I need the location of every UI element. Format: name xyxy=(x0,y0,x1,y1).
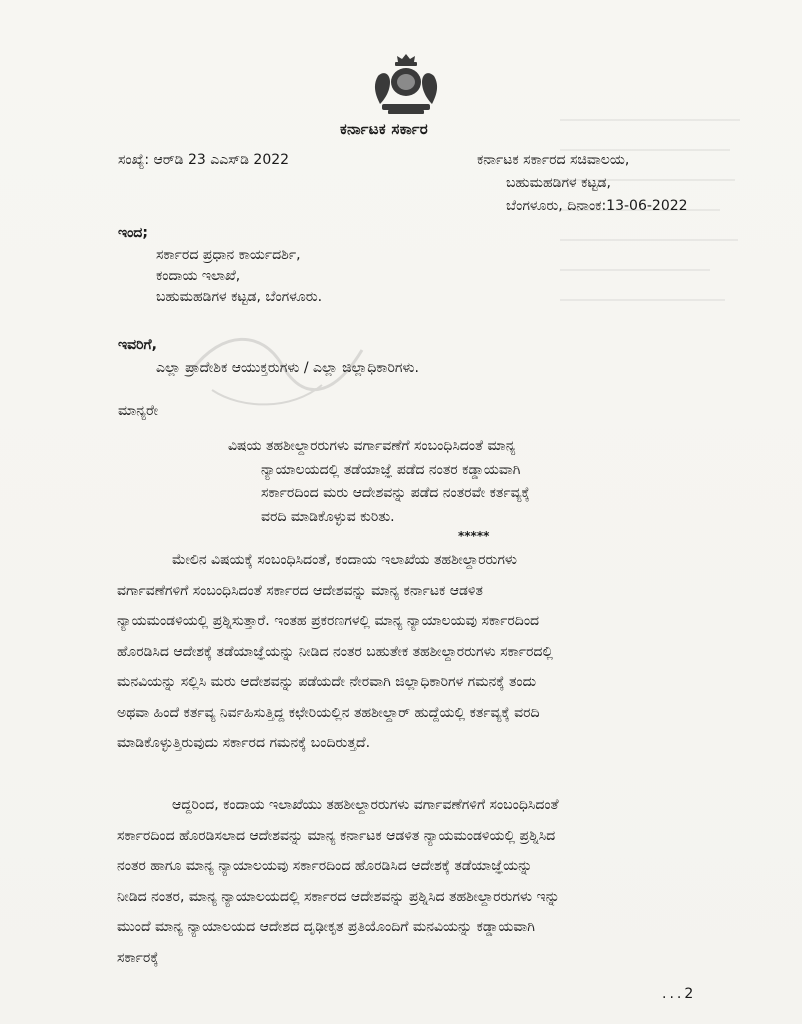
paragraph-line: ನ್ಯಾಯಮಂಡಳಿಯಲ್ಲಿ ಪ್ರಶ್ನಿಸುತ್ತಾರೆ. ಇಂತಹ ಪ್ರಕರಣಗಳಲ್ಲಿ ಮಾನ್ಯ ನ್ಯಾಯಾಲಯವು ಸರ್ಕಾರದಿಂದ xyxy=(117,613,540,629)
government-title: ಕರ್ನಾಟಕ ಸರ್ಕಾರ xyxy=(340,120,429,138)
state-emblem-icon xyxy=(368,52,444,116)
paragraph-line: ಹೊರಡಿಸಿದ ಆದೇಶಕ್ಕೆ ತಡೆಯಾಜ್ಞೆಯನ್ನು ನೀಡಿದ ನಂತರ ಬಹುತೇಕ ತಹಶೀಲ್ದಾರರುಗಳು ಸರ್ಕಾರದಲ್ಲಿ xyxy=(117,643,554,660)
paragraph-line: ಮುಂದೆ ಮಾನ್ಯ ನ್ಯಾಯಾಲಯದ ಆದೇಶದ ದೃಢೀಕೃತ ಪ್ರತಿಯೊಂದಿಗೆ ಮನವಿಯನ್ನು ಕಡ್ಡಾಯವಾಗಿ xyxy=(117,919,535,935)
subject-line: ವರದಿ ಮಾಡಿಕೊಳ್ಳುವ ಕುರಿತು. xyxy=(261,508,395,525)
subject-block xyxy=(228,435,688,529)
from-line: ಬಹುಮಹಡಿಗಳ ಕಟ್ಟಡ, ಬೆಂಗಳೂರು. xyxy=(156,289,323,305)
paragraph-line: ಮನವಿಯನ್ನು ಸಲ್ಲಿಸಿ ಮರು ಆದೇಶವನ್ನು ಪಡೆಯದೇ ನೇರವಾಗಿ ಜಿಲ್ಲಾಧಿಕಾರಿಗಳ ಗಮನಕ್ಕೆ ತಂದು xyxy=(117,674,537,690)
from-label: ಇಂದ; xyxy=(118,225,148,241)
salutation: ಮಾನ್ಯರೇ xyxy=(118,403,158,419)
office-address-line2: ಬಹುಮಹಡಿಗಳ ಕಟ್ಟಡ, xyxy=(506,175,611,191)
body-paragraph-2 xyxy=(117,790,707,973)
reference-number: ಸಂಖ್ಯೆ: ಆರ್‌ಡಿ 23 ಎಎಸ್‌ಡಿ 2022 xyxy=(118,152,290,168)
paragraph-line: ಸರ್ಕಾರಕ್ಕೆ xyxy=(117,949,159,966)
paragraph-line: ಸರ್ಕಾರದಿಂದ ಹೊರಡಿಸಲಾದ ಆದೇಶವನ್ನು ಮಾನ್ಯ ಕರ್ನಾಟಕ ಆಡಳಿತ ನ್ಯಾಯಮಂಡಳಿಯಲ್ಲಿ ಪ್ರಶ್ನಿಸಿದ xyxy=(117,827,556,844)
subject-line: ವಿಷಯ ತಹಶೀಲ್ದಾರರುಗಳು ವರ್ಗಾವಣೆಗೆ ಸಂಬಂಧಿಸಿದಂತೆ ಮಾನ್ಯ xyxy=(228,438,516,454)
paragraph-line: ಅಥವಾ ಹಿಂದೆ ಕರ್ತವ್ಯ ನಿರ್ವಹಿಸುತ್ತಿದ್ದ ಕಛೇರಿಯಲ್ಲಿನ ತಹಶೀಲ್ದಾರ್ ಹುದ್ದೆಯಲ್ಲಿ ಕರ್ತವ್ಯಕ್ಕೆ ವರದಿ xyxy=(117,704,540,721)
paragraph-line: ಆದ್ದರಿಂದ, ಕಂದಾಯ ಇಲಾಖೆಯು ತಹಶೀಲ್ದಾರರುಗಳು ವರ್ಗಾವಣೆಗಳಿಗೆ ಸಂಬಂಧಿಸಿದಂತೆ xyxy=(172,797,559,813)
paragraph-line: ನೀಡಿದ ನಂತರ, ಮಾನ್ಯ ನ್ಯಾಯಾಲಯದಲ್ಲಿ ಸರ್ಕಾರದ ಆದೇಶವನ್ನು ಪ್ರಶ್ನಿಸಿದ ತಹಶೀಲ್ದಾರರುಗಳು ಇನ್ನು xyxy=(117,888,560,905)
to-line: ಎಲ್ಲಾ ಪ್ರಾದೇಶಿಕ ಆಯುಕ್ತರುಗಳು / ಎಲ್ಲಾ ಜಿಲ್ಲಾಧಿಕಾರಿಗಳು. xyxy=(156,360,419,376)
to-label: ಇವರಿಗೆ, xyxy=(118,337,157,353)
paragraph-line: ವರ್ಗಾವಣೆಗಳಿಗೆ ಸಂಬಂಧಿಸಿದಂತೆ ಸರ್ಕಾರದ ಆದೇಶವನ್ನು ಮಾನ್ಯ ಕರ್ನಾಟಕ ಆಡಳಿತ xyxy=(117,582,483,599)
page-number: ...2 xyxy=(662,986,697,1002)
subject-line: ಸರ್ಕಾರದಿಂದ ಮರು ಆದೇಶವನ್ನು ಪಡೆದ ನಂತರವೇ ಕರ್ತವ್ಯಕ್ಕೆ xyxy=(261,485,530,501)
separator-stars: ***** xyxy=(458,529,490,543)
office-address-date: ಬೆಂಗಳೂರು, ದಿನಾಂಕ:13-06-2022 xyxy=(506,198,688,214)
from-line: ಕಂದಾಯ ಇಲಾಖೆ, xyxy=(156,268,241,284)
office-address-line1: ಕರ್ನಾಟಕ ಸರ್ಕಾರದ ಸಚಿವಾಲಯ, xyxy=(477,152,630,168)
body-paragraph-1 xyxy=(117,545,707,759)
subject-line: ನ್ಯಾಯಾಲಯದಲ್ಲಿ ತಡೆಯಾಜ್ಞೆ ಪಡೆದ ನಂತರ ಕಡ್ಡಾಯವಾಗಿ xyxy=(261,461,521,478)
paragraph-line: ಮೇಲಿನ ವಿಷಯಕ್ಕೆ ಸಂಬಂಧಿಸಿದಂತೆ, ಕಂದಾಯ ಇಲಾಖೆಯ ತಹಶೀಲ್ದಾರರುಗಳು xyxy=(172,552,517,568)
paragraph-line: ನಂತರ ಹಾಗೂ ಮಾನ್ಯ ನ್ಯಾಯಾಲಯವು ಸರ್ಕಾರದಿಂದ ಹೊರಡಿಸಿದ ಆದೇಶಕ್ಕೆ ತಡೆಯಾಜ್ಞೆಯನ್ನು xyxy=(117,858,533,874)
from-line: ಸರ್ಕಾರದ ಪ್ರಧಾನ ಕಾರ್ಯದರ್ಶಿ, xyxy=(156,247,301,263)
paragraph-line: ಮಾಡಿಕೊಳ್ಳುತ್ತಿರುವುದು ಸರ್ಕಾರದ ಗಮನಕ್ಕೆ ಬಂದಿರುತ್ತದೆ. xyxy=(117,735,371,751)
